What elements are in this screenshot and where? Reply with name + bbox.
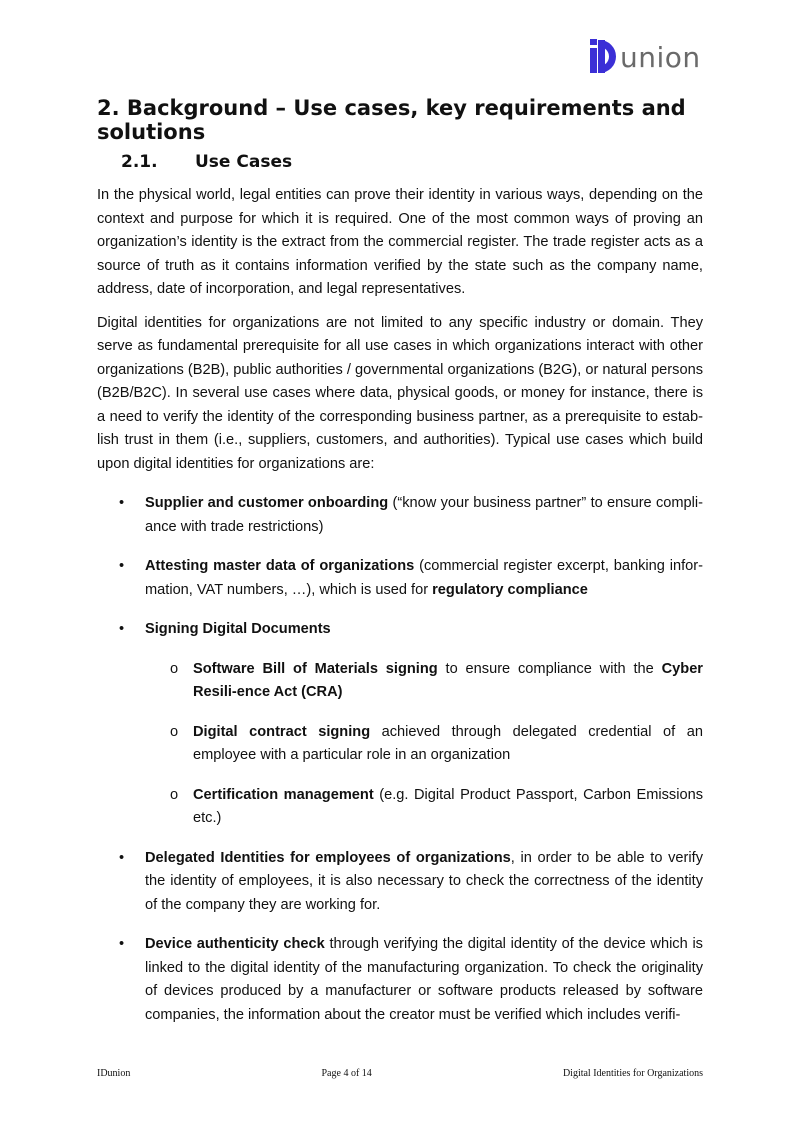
logo-i-dot (590, 39, 597, 45)
body-content (97, 184, 703, 1043)
subsection-title: Use Cases (195, 152, 293, 172)
section-heading: 2. Background – Use cases, key requirements and solutions (97, 96, 686, 144)
list-item-bold: Cyber Resili-ence Act (CRA) (193, 660, 703, 700)
subsection-heading (121, 152, 292, 172)
list-item (97, 847, 703, 918)
page-footer (97, 1068, 703, 1079)
list-item-bold: Device authenticity check (145, 936, 325, 952)
list-item-text: (commercial register excerpt, banking infor-mation, VAT numbers, …), which is used for (145, 558, 703, 598)
logo-d-bowl (598, 40, 616, 73)
list-item-text: to ensure compliance with the (437, 660, 662, 677)
footer-page-number: Page 4 of 14 (321, 1068, 372, 1079)
logo-wordmark: union (620, 41, 701, 74)
list-item (97, 492, 703, 539)
list-item-bold: Certification management (193, 786, 374, 803)
footer-right: Digital Identities for Organizations (562, 1068, 703, 1079)
footer-left: IDunion (97, 1068, 131, 1079)
list-item-bold: Software Bill of Materials signing (193, 660, 438, 677)
list-item (97, 618, 703, 831)
list-item-text: through verifying the digital identity of the device which is linked to the digital identity of the manufacturing organization. To check the originality of devices produced by a manufacturer or software products released by software companies, the information about the creator must be verified which includes verifi- (145, 936, 703, 1023)
sub-list (145, 658, 703, 831)
list-item-bold: Attesting master data of organizations (145, 558, 415, 574)
list-item (97, 555, 703, 602)
logo-i-stem (590, 48, 597, 73)
list-item-bold: Supplier and customer onboarding (145, 495, 389, 511)
use-case-list (97, 492, 703, 1027)
list-item (97, 933, 703, 1027)
sub-list-item (145, 721, 703, 768)
subsection-number: 2.1. (121, 152, 158, 172)
sub-list-item (145, 784, 703, 831)
list-item-text: (e.g. Digital Product Passport, Carbon Emissions etc.) (193, 786, 703, 826)
list-item-bold: regulatory compliance (432, 581, 588, 598)
list-item-bold: Digital contract signing (193, 723, 371, 740)
list-item-bold: Signing Digital Documents (145, 621, 331, 637)
list-item-text: , in order to be able to verify the identity of employees, it is also necessary to check the correctness of the identity of the company they are working for. (145, 849, 703, 913)
list-item-text: (“know your business partner” to ensure compli-ance with trade restrictions) (145, 495, 703, 535)
idunion-logo (588, 30, 708, 74)
list-item-bold: Delegated Identities for employees of organizations (145, 849, 511, 866)
paragraph: Digital identities for organizations are not limited to any specific industry or domain. They serve as fundamental prerequisite for all use cases in which organizations interact with other organizations (B2B), public authorities / governmental organizations (B2G), or natural persons (B2B/B2C). In several use cases where data, physical goods, or money for instance, there is a need to verify the identity of the corresponding business partner, as a prerequisite to estab-lish trust in them (i.e., suppliers, customers, and authorities). Typical use cases which build upon digital identities for organizations are: (97, 314, 703, 472)
sub-list-item (145, 658, 703, 705)
paragraph: In the physical world, legal entities can prove their identity in various ways, depending on the context and purpose for which it is required. One of the most common ways of proving an organization’s identity is the extract from the commercial register. The trade register acts as a source of truth as it contains information verified by the state such as the company name, address, date of incorporation, and legal representatives. (97, 187, 703, 297)
list-item-text: achieved through delegated credential of an employee with a particular role in an organization (193, 723, 703, 763)
